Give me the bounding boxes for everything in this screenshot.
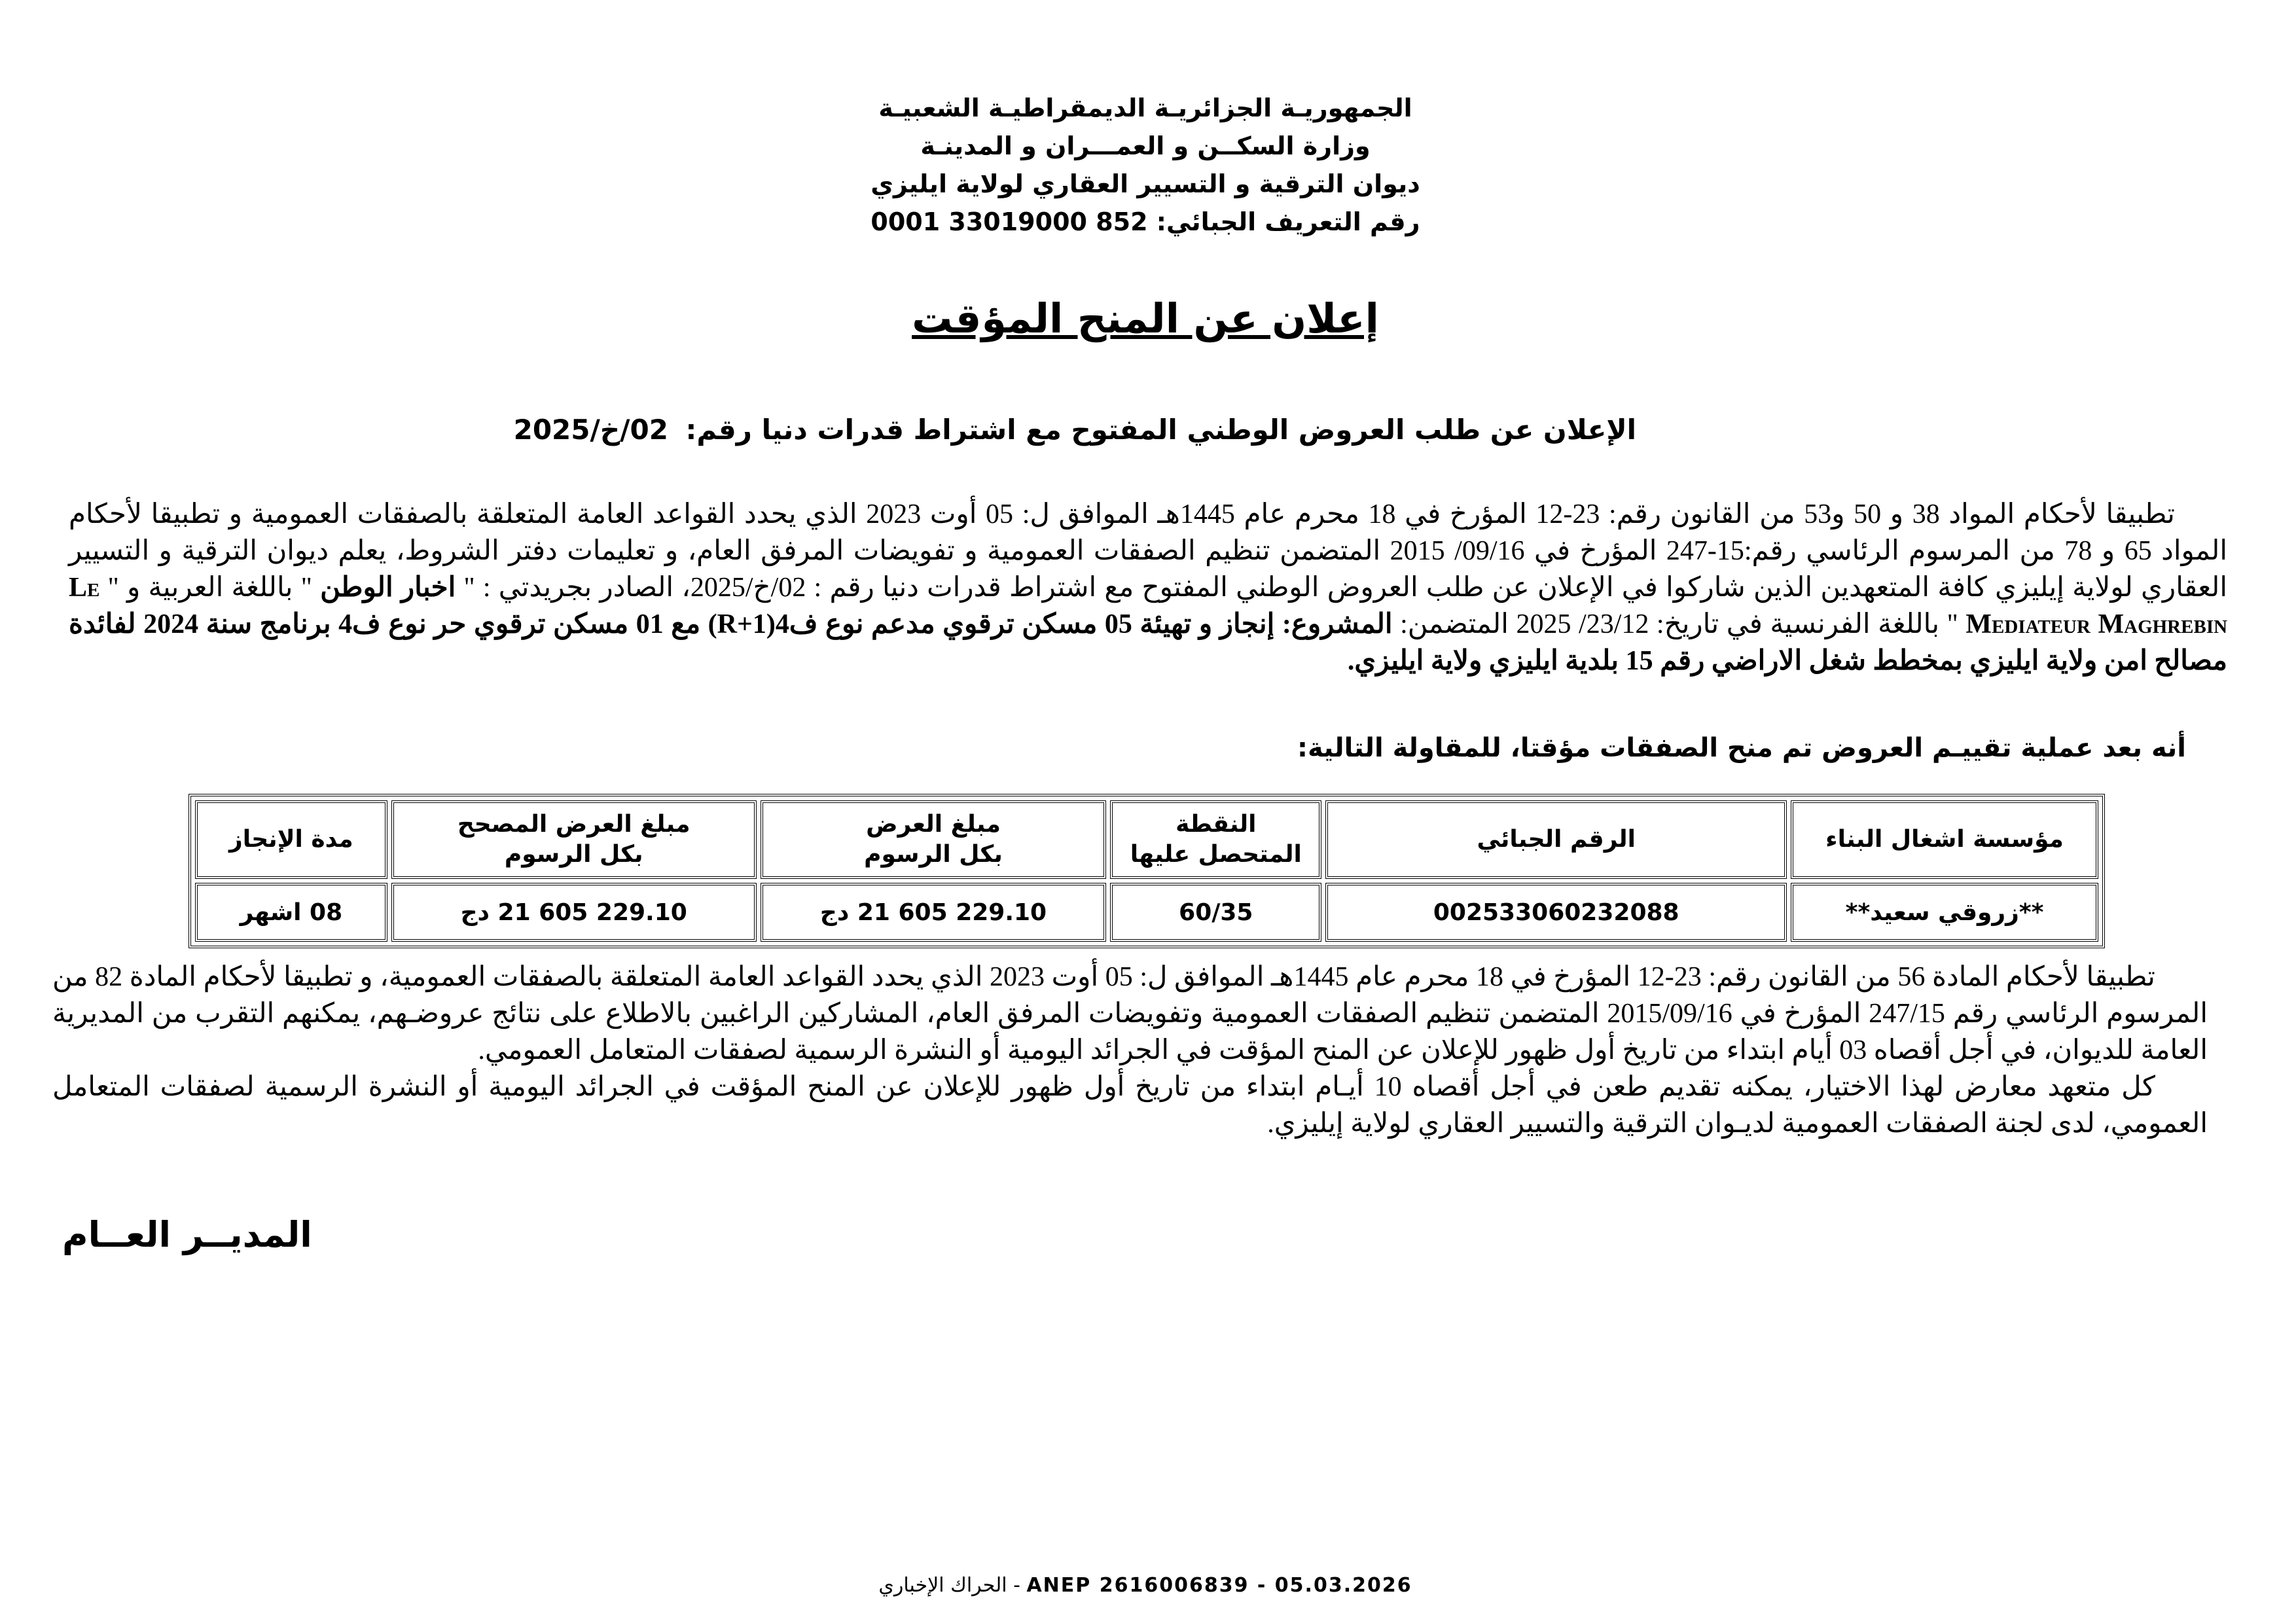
paragraph-1-part2: " باللغة العربية و " (107, 573, 312, 603)
header-company: مؤسسة اشغال البناء (1791, 800, 2098, 879)
project-label: المشروع: (1282, 609, 1393, 639)
appeal-text: كل متعهد معارض لهذا الاختيار، يمكنه تقديم طعن في أجل أقصاه 10 أيـام ابتداء من تاريخ أول ظهور للإعلان عن المنح المؤقت في الجرائد اليومية أو النشرة الرسمية لصفقات المتعامل العمومي، لدى لجنة الصفقات العمومية لديـوان الترقية والتسيير العقاري لولاية إيليزي. (52, 1072, 2208, 1139)
signature-title: المديــر العــام (62, 1214, 312, 1255)
header-corrected-amount (391, 800, 757, 879)
project-description: إنجاز و تهيئة 05 مسكن ترقوي مدعم نوع ف4(R+1) مع 01 مسكن ترقوي حر نوع ف4 برنامج سنة 2024 لفائدة مصالح امن ولاية ايليزي بمخطط شغل الاراضي رقم 15 بلدية ايليزي ولاية ايليزي. (69, 609, 2227, 676)
header-bid-line1: مبلغ العرض (866, 811, 1001, 838)
paragraph-1-part1: تطبيقا لأحكام المواد 38 و 50 و53 من القانون رقم: 23-12 المؤرخ في 18 محرم عام 1445هـ الموافق ل: 05 أوت 2023 الذي يحدد القواعد العامة المتعلقة بالصفقات العمومية و تطبيقا لأحكام المواد 65 و 78 من المرسوم الرئاسي رقم:15-247 المؤرخ في 09/16/ 2015 المتضمن تنظيم الصفقات العمومية و تفويضات المرفق العام، و تعليمات دفتر الشروط، يعلم ديوان الترقية و التسيير العقاري لولاية إيليزي كافة المتعهدين الذين شاركوا في الإعلان عن طلب العروض الوطني المفتوح مع اشتراط قدرات دنيا رقم : 02/خ/2025، الصادر بجريدتي : " (69, 499, 2227, 603)
ministry-name: وزارة السكــن و العمـــران و المدينـة (920, 132, 1371, 160)
results-consultation-text: تطبيقا لأحكام المادة 56 من القانون رقم: 23-12 المؤرخ في 18 محرم عام 1445هـ الموافق ل: 05 أوت 2023 الذي يحدد القواعد العامة المتعلقة بالصفقات العمومية، و تطبيقا لأحكام المادة 82 من المرسوم الرئاسي رقم 247/15 المؤرخ في 2015/09/16 المتضمن تنظيم الصفقات العمومية وتفويضات المرفق العام، المشاركين الراغبين بالاطلاع على نتائج عروضـهم، يمكنهم التقرب من المديرية العامة للديوان، في أجل أقصاه 03 أيام ابتداء من تاريخ أول ظهور للإعلان عن المنح المؤقت في الجرائد اليومية أو النشرة الرسمية لصفقات المتعامل العمومي. (52, 962, 2208, 1065)
header-corrected-line1: مبلغ العرض المصحح (457, 811, 691, 838)
tender-subtitle (513, 414, 1636, 446)
header-tax-id: الرقم الجبائي (1325, 800, 1787, 879)
header-score-line2: المتحصل عليها (1130, 841, 1302, 868)
paragraph-1-text (69, 496, 2227, 679)
cell-bid-amount: 229.10 605 21 دج (761, 883, 1107, 942)
table-row (195, 883, 2098, 942)
header-duration: مدة الإنجاز (195, 800, 387, 879)
cell-tax-id: 002533060232088 (1325, 883, 1787, 942)
letterhead (818, 89, 1473, 241)
republic-name: الجمهوريـة الجزائريـة الديمقراطيـة الشعبيـة (878, 94, 1412, 122)
cell-duration: 08 اشهر (195, 883, 387, 942)
newspaper-french: Le Mediateur Maghrebin (69, 573, 2228, 639)
subtitle-text: الإعلان عن طلب العروض الوطني المفتوح مع اشتراط قدرات دنيا رقم: (685, 414, 1636, 446)
table-header-row (195, 800, 2098, 879)
award-table (188, 794, 2105, 948)
award-statement: أنه بعد عملية تقييـم العروض تم منح الصفقات مؤقتا، للمقاولة التالية: (1297, 733, 2186, 763)
tender-number: 02/خ/2025 (513, 414, 668, 446)
office-name: ديوان الترقية و التسيير العقاري لولاية ايليزي (870, 169, 1420, 198)
legal-paragraph-2 (52, 959, 2208, 1142)
header-score (1110, 800, 1321, 879)
cell-corrected-amount: 229.10 605 21 دج (391, 883, 757, 942)
award-table-container (188, 794, 2105, 948)
legal-paragraph-1 (69, 496, 2227, 679)
paragraph-1-part3: " باللغة الفرنسية في تاريخ: 23/12/ 2025 المتضمن: (1400, 609, 1958, 639)
header-score-line1: النقطة (1175, 811, 1257, 838)
header-corrected-line2: بكل الرسوم (504, 841, 643, 868)
publication-footer (785, 1574, 1505, 1597)
header-bid-amount (761, 800, 1107, 879)
footer-source: - الحراك الإخباري (878, 1574, 1020, 1597)
newspaper-arabic: اخبار الوطن (320, 573, 456, 603)
cell-company: **زروقي سعيد** (1791, 883, 2098, 942)
tax-identification: رقم التعريف الجبائي: 852 33019000 0001 (870, 207, 1420, 236)
cell-score: 60/35 (1110, 883, 1321, 942)
footer-reference: ANEP 2616006839 - 05.03.2026 (1026, 1574, 1412, 1597)
page-title: إعلان عن المنح المؤقت (912, 294, 1379, 342)
header-bid-line2: بكل الرسوم (864, 841, 1003, 868)
